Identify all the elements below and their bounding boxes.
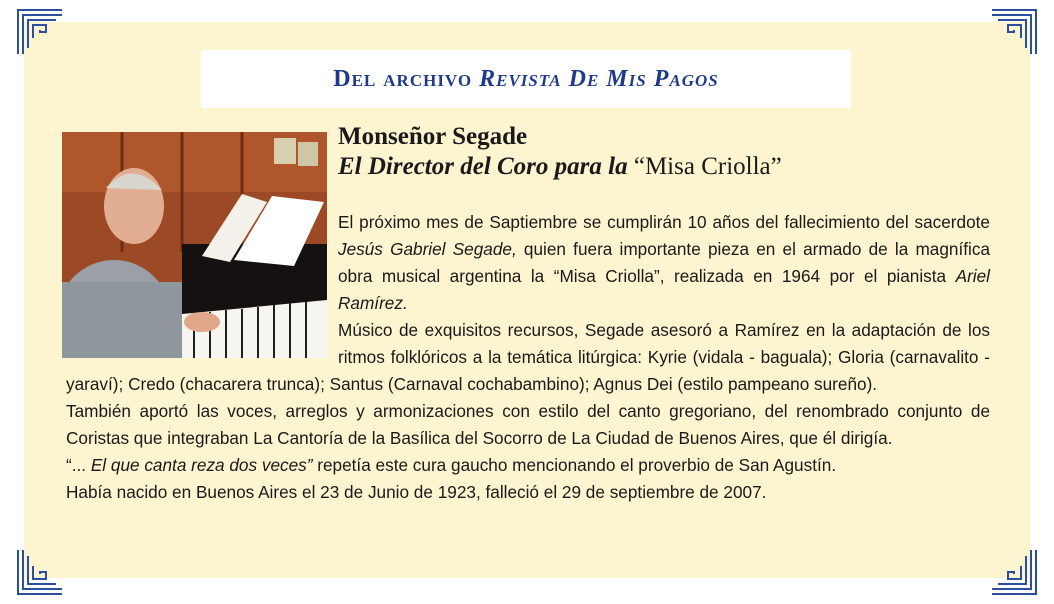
photo-wrap-spacer [66,209,338,357]
article-subtitle-rest: “Misa Criolla” [627,153,782,180]
section-title [333,66,718,93]
body-paragraph [66,452,990,479]
article-subtitle-bold: El Director del Coro para la [338,153,628,180]
article-subtitle [338,152,782,182]
body-paragraph: Había nacido en Buenos Aires el 23 de Junio de 1923, falleció el 29 de septiembre de 2007. [66,482,767,502]
body-text-span: El próximo mes de Saptiembre se cumplirán 10 años del fallecimiento del sacerdote [338,212,990,232]
corner-ornament-icon [16,8,64,56]
section-banner [201,50,851,108]
article-body [66,209,990,506]
body-paragraph: Músico de exquisitos recursos, Segade asesoró a Ramírez en la adaptación de los ritmos folklóricos a la temática litúrgica: Kyrie (vidala - baguala); Gloria (carnavalito - yaraví); Credo (chacarera trunca); Santus (Carnaval cochabambino); Agnus Dei (estilo pampeano sureño). [66,320,990,394]
body-paragraph: También aportó las voces, arreglos y armonizaciones con estilo del canto gregoriano, del renombrado conjunto de Coristas que integraban La Cantoría de la Basílica del Socorro de La Ciudad de Buenos Aires, que él dirigía. [66,401,990,448]
body-text-span: “... [66,455,91,475]
body-emphasis: Ariel Ramírez. [338,266,990,313]
body-text-span: quien fuera importante pieza en el armado de la magnífica obra musical argentina la “Misa Criolla”, realizada en 1964 por el pianista [338,239,990,286]
corner-ornament-icon [990,548,1038,596]
article-headline: Monseñor Segade [338,123,528,150]
section-title-prefix: Del archivo [333,65,480,92]
section-title-magazine: Revista De Mis Pagos [479,65,719,92]
body-emphasis: El que canta reza dos veces” [90,455,313,475]
body-emphasis: Jesús Gabriel Segade, [338,239,517,259]
corner-ornament-icon [16,548,64,596]
corner-ornament-icon [990,8,1038,56]
article-heading [338,122,782,182]
body-text-span: repetía este cura gaucho mencionando el proverbio de San Agustín. [312,455,837,475]
